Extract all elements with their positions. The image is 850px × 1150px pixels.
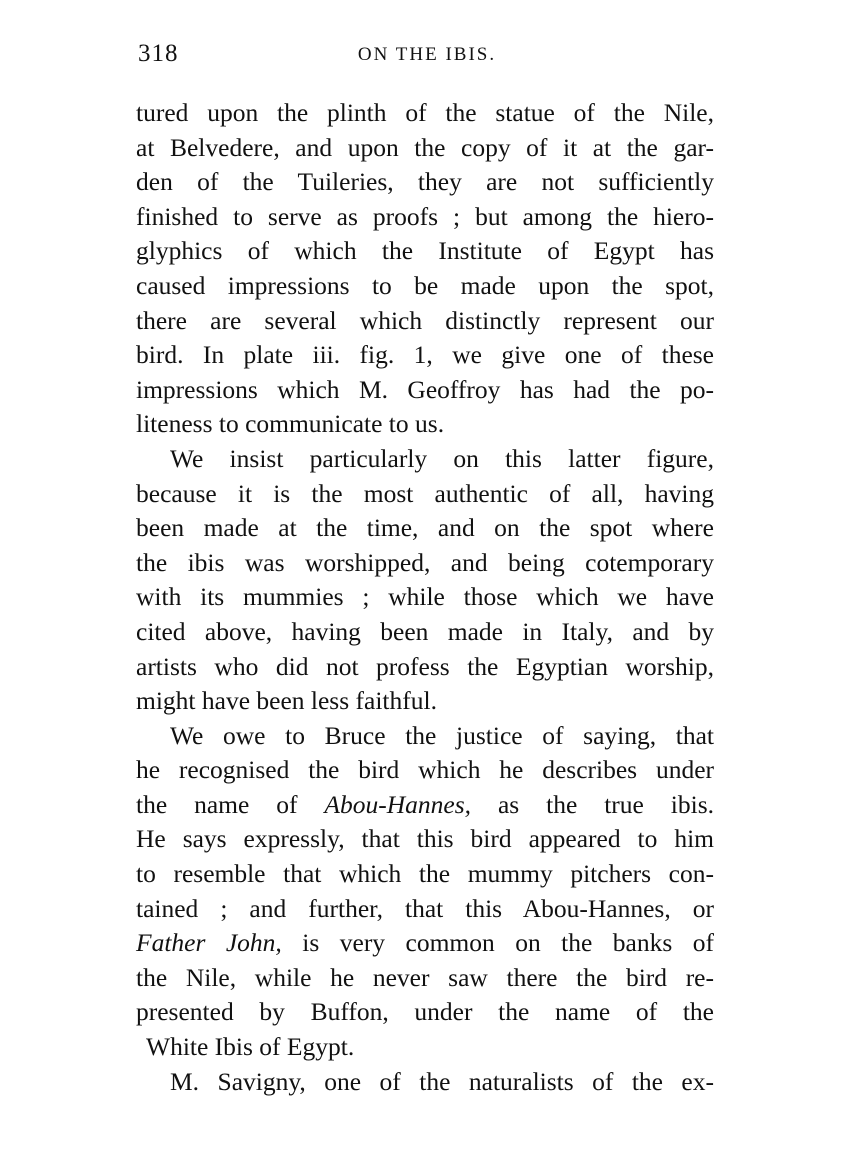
text-line: he recognised the bird which he describes under: [136, 755, 714, 785]
italic-name: Abou-Hannes,: [324, 789, 472, 819]
text-line: been made at the time, and on the spot where: [136, 513, 714, 543]
text-line: glyphics of which the Institute of Egypt has: [136, 236, 714, 266]
page-number: 318: [138, 40, 179, 67]
text-line: the Nile, while he never saw there the bird re-: [136, 962, 714, 992]
text-segment: as the true ibis.: [497, 789, 715, 819]
text-segment: is very common on the banks of: [302, 928, 714, 958]
text-line: We insist particularly on this latter figure,: [170, 443, 714, 473]
running-title: ON THE IBIS.: [357, 44, 497, 65]
text-line: M. Savigny, one of the naturalists of the ex-: [170, 1066, 714, 1096]
text-line: White Ibis of Egypt.: [146, 1032, 355, 1062]
paragraph-1: [136, 96, 714, 442]
text-line: the ibis was worshipped, and being cotemporary: [136, 547, 714, 577]
paragraph-2: [136, 442, 714, 719]
text-line: because it is the most authentic of all, having: [136, 478, 714, 508]
text-line: with its mummies ; while those which we have: [136, 582, 714, 612]
body-text: [136, 96, 714, 1099]
text-line: caused impressions to be made upon the spot,: [136, 270, 714, 300]
text-line: cited above, having been made in Italy, and by: [136, 616, 714, 646]
paragraph-3: [136, 719, 714, 1065]
text-line: [136, 926, 714, 961]
text-line: finished to serve as proofs ; but among the hiero-: [136, 201, 714, 231]
text-line: tured upon the plinth of the statue of the Nile,: [136, 98, 714, 127]
text-line: liteness to communicate to us.: [136, 409, 445, 439]
italic-name: Father John,: [136, 928, 282, 958]
text-line: impressions which M. Geoffroy has had the po-: [136, 374, 714, 404]
text-line: bird. In plate iii. fig. 1, we give one of these: [136, 340, 714, 370]
text-line: He says expressly, that this bird appeared to him: [136, 824, 714, 854]
text-line: den of the Tuileries, they are not sufficiently: [136, 167, 714, 197]
text-line: tained ; and further, that this Abou-Hannes, or: [136, 893, 714, 923]
text-line: at Belvedere, and upon the copy of it at the gar-: [136, 132, 714, 162]
running-header: [138, 40, 716, 70]
text-line: to resemble that which the mummy pitchers con-: [136, 859, 714, 889]
text-line: artists who did not profess the Egyptian worship,: [136, 651, 714, 681]
text-line: We owe to Bruce the justice of saying, that: [170, 720, 714, 750]
paragraph-4: [136, 1065, 714, 1100]
text-line: might have been less faithful.: [136, 686, 437, 716]
text-line: there are several which distinctly represent our: [136, 305, 714, 335]
text-line: presented by Buffon, under the name of the: [136, 997, 714, 1027]
text-segment: the name of: [136, 789, 298, 819]
text-line: [136, 788, 714, 823]
